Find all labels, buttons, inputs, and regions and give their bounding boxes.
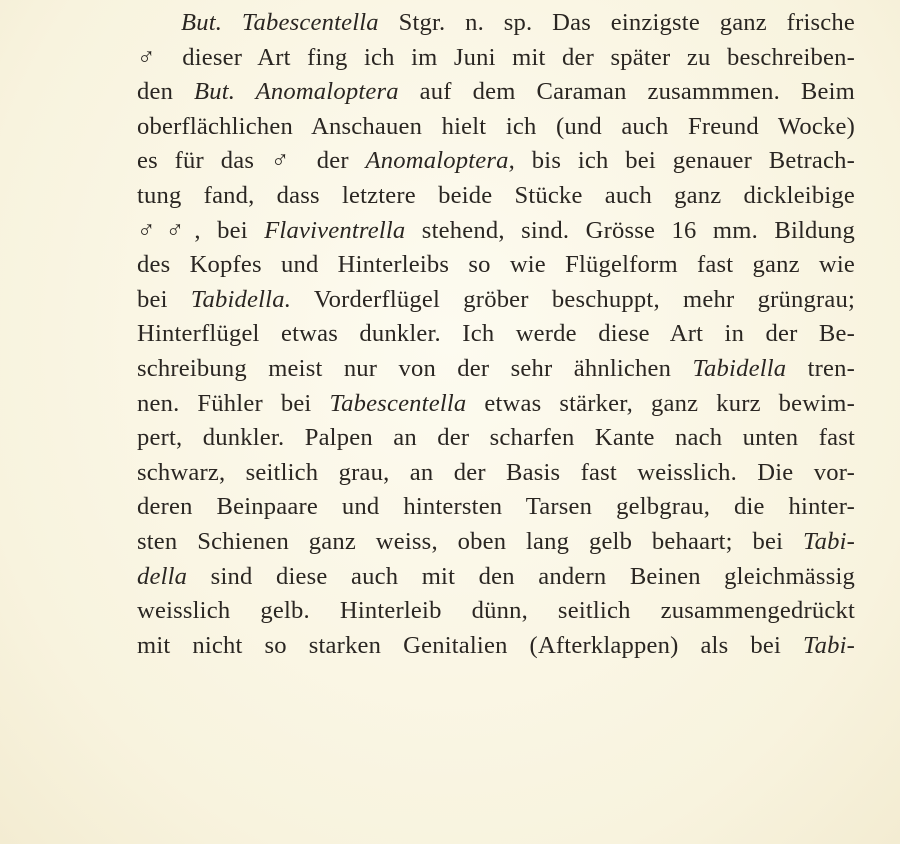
text-line	[137, 317, 855, 352]
text-run: ♂♂, bei	[137, 216, 265, 244]
text-line	[137, 6, 855, 41]
text-line	[137, 75, 855, 110]
text-run: bei	[137, 285, 191, 313]
body-paragraph	[137, 6, 855, 663]
italic-taxon-name: Tabi-	[802, 631, 855, 659]
text-run: Stgr. n. sp. Das einzigste ganz frische	[378, 9, 855, 36]
text-line	[137, 283, 855, 318]
text-run: oberflächlichen Anschauen hielt ich (und auch Freund Wocke)	[137, 112, 855, 140]
italic-taxon-name: But. Anomaloptera	[194, 78, 399, 106]
text-line	[137, 110, 855, 145]
text-run: schwarz, seitlich grau, an der Basis fast weisslich. Die vor-	[137, 458, 855, 486]
text-run: mit nicht so starken Genitalien (Afterklappen) als bei	[137, 631, 803, 659]
text-line	[137, 179, 855, 214]
text-run: etwas stärker, ganz kurz bewim-	[466, 389, 856, 417]
text-line	[137, 560, 855, 595]
text-run: deren Beinpaare und hintersten Tarsen gelbgrau, die hinter-	[137, 493, 855, 521]
text-run: nen. Fühler bei	[137, 389, 330, 417]
italic-taxon-name: Tabescentella	[329, 389, 467, 417]
text-line	[137, 629, 855, 664]
text-run: schreibung meist nur von der sehr ähnlichen	[137, 354, 693, 382]
text-run: weisslich gelb. Hinterleib dünn, seitlich zusammengedrückt	[137, 597, 855, 625]
text-run: tren-	[786, 354, 856, 382]
text-run: Hinterflügel etwas dunkler. Ich werde diese Art in der Be-	[137, 320, 855, 348]
text-line	[137, 387, 855, 422]
text-run: tung fand, dass letztere beide Stücke auch ganz dickleibige	[137, 181, 855, 209]
text-run: sten Schienen ganz weiss, oben lang gelb behaart; bei	[137, 527, 803, 555]
italic-taxon-name: Anomaloptera,	[365, 147, 516, 175]
text-line	[137, 352, 855, 387]
text-line	[137, 214, 855, 249]
text-line	[137, 490, 855, 525]
italic-taxon-name: Tabi-	[802, 527, 855, 555]
text-run: sind diese auch mit den andern Beinen gleichmässig	[187, 562, 855, 590]
text-run: stehend, sind. Grösse 16 mm. Bildung	[405, 216, 856, 244]
text-run: auf dem Caraman zusammmen. Beim	[398, 78, 856, 106]
text-line	[137, 144, 855, 179]
italic-taxon-name: Tabidella.	[190, 285, 292, 313]
text-line	[137, 421, 855, 456]
text-run: des Kopfes und Hinterleibs so wie Flügelform fast ganz wie	[137, 251, 855, 279]
text-run: den	[137, 78, 195, 106]
text-run: bis ich bei genauer Betrach-	[515, 147, 856, 175]
text-line	[137, 456, 855, 491]
italic-taxon-name: della	[137, 562, 188, 590]
text-line	[137, 41, 855, 76]
text-run: pert, dunkler. Palpen an der scharfen Kante nach unten fast	[137, 424, 855, 452]
text-line	[137, 525, 855, 560]
italic-taxon-name: Tabidella	[692, 354, 787, 382]
text-run: es für das ♂ der	[137, 147, 366, 175]
italic-taxon-name: But. Tabescentella	[181, 9, 379, 36]
text-line	[137, 248, 855, 283]
text-line	[137, 594, 855, 629]
italic-taxon-name: Flaviventrella	[264, 216, 406, 244]
text-run: Vorderflügel gröber beschuppt, mehr grüngrau;	[291, 285, 855, 313]
text-run: ♂ dieser Art fing ich im Juni mit der später zu beschreiben-	[137, 43, 855, 71]
